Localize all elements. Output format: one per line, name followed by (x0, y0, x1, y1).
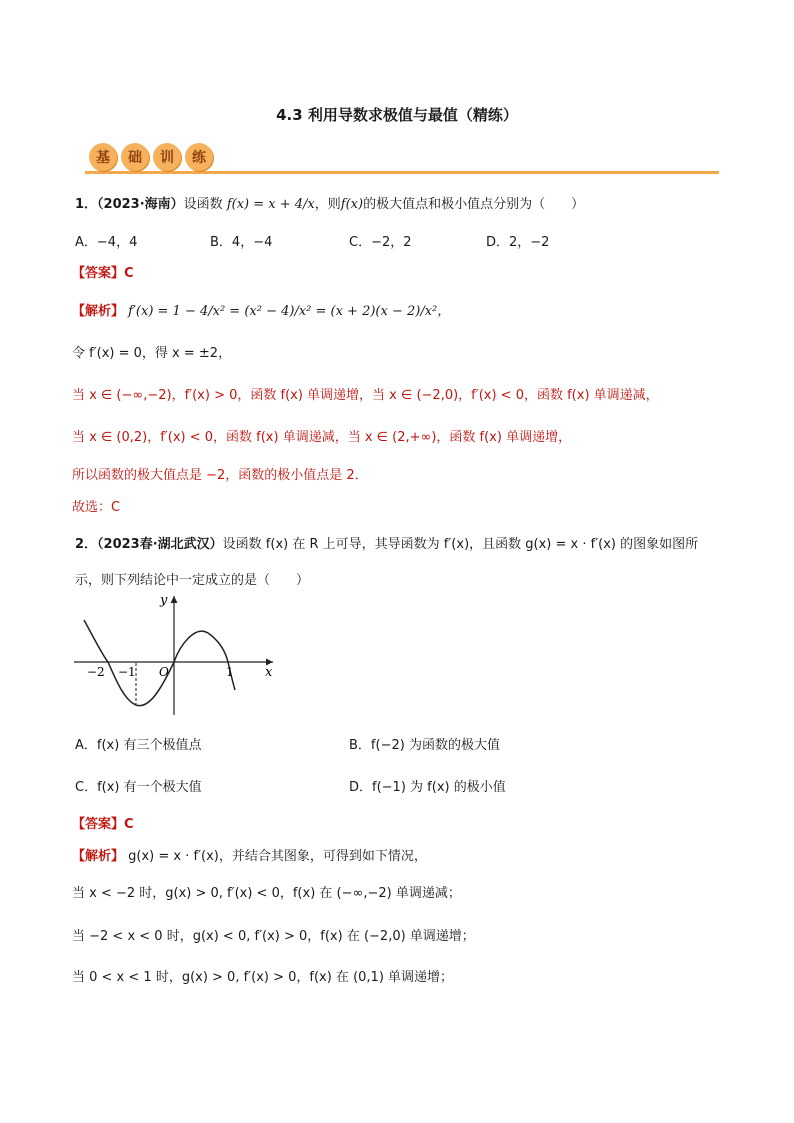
q1-stem (75, 193, 584, 212)
option-text: f(x) 有一个极大值 (97, 780, 202, 795)
option-letter: A． (75, 738, 97, 753)
q1-option-c (349, 231, 412, 250)
tick-1: 1 (226, 665, 234, 679)
q1-analysis-3: 当 x ∈ (−∞,−2)，f′(x) > 0，函数 f(x) 单调递增，当 x ∈ (−2,0)，f′(x) < 0，函数 f(x) 单调递减， (72, 388, 659, 403)
analysis-label: 【解析】 (72, 849, 125, 864)
option-letter: C． (75, 780, 98, 795)
analysis-label: 【解析】 (72, 304, 125, 319)
q1-analysis-5: 所以函数的极大值点是 −2，函数的极小值点是 2． (72, 468, 368, 483)
q2-analysis-2: 当 x < −2 时，g(x) > 0, f′(x) < 0，f(x) 在 (−∞,−2) 单调递减； (72, 886, 461, 901)
option-letter: D． (486, 235, 510, 250)
q2-option-c (75, 776, 202, 795)
option-text: f(−2) 为函数的极大值 (370, 738, 500, 753)
q1-fx: f(x) (340, 197, 364, 212)
section-char-1: 基 (89, 143, 117, 171)
q1-analysis-2: 令 f′(x) = 0，得 x = ±2， (72, 346, 232, 361)
option-text: −4，4 (96, 235, 138, 250)
q1-source: （2023·海南） (97, 197, 184, 212)
y-axis-label: y (160, 593, 168, 608)
analysis-text: f′(x) = 1 − 4/x² = (x² − 4)/x² = (x + 2)(x − 2)/x²， (128, 304, 451, 319)
q1-option-d (486, 231, 549, 250)
q1-analysis-1 (72, 300, 450, 319)
q1-analysis-6: 故选：C (72, 500, 121, 515)
q1-option-b (210, 231, 272, 250)
option-text: 4，−4 (231, 235, 273, 250)
page-title: 4.3 利用导数求极值与最值（精练） (276, 106, 518, 124)
q1-option-a (75, 231, 137, 250)
q2-stem-line1 (75, 533, 698, 552)
q1-answer (72, 262, 134, 281)
q1-number: 1． (75, 197, 98, 212)
q2-source: （2023春·湖北武汉） (97, 537, 223, 552)
q2-stem-line2: 示，则下列结论中一定成立的是（ ） (75, 573, 310, 588)
q2-analysis-3: 当 −2 < x < 0 时，g(x) < 0, f′(x) > 0，f(x) 在 (−2,0) 单调递增； (72, 929, 475, 944)
option-letter: B． (349, 738, 371, 753)
origin-label: O (159, 665, 169, 679)
q1-analysis-4: 当 x ∈ (0,2)，f′(x) < 0，函数 f(x) 单调递减，当 x ∈ (2,+∞)，函数 f(x) 单调递增， (72, 430, 572, 445)
option-text: f(x) 有三个极值点 (96, 738, 202, 753)
tick-neg2: −2 (87, 665, 105, 679)
g-curve (84, 620, 235, 706)
q2-number: 2． (75, 537, 98, 552)
answer-label: 【答案】 (72, 266, 125, 281)
q2-graph (70, 590, 280, 720)
q2-option-d (349, 776, 506, 795)
analysis-text: g(x) = x · f′(x)，并结合其图象，可得到如下情况， (128, 849, 427, 864)
option-letter: D． (349, 780, 373, 795)
q2-option-a (75, 734, 201, 753)
option-letter: A． (75, 235, 97, 250)
option-letter: B． (210, 235, 232, 250)
q1-stem-c: 的极大值点和极小值点分别为（ ） (363, 197, 585, 212)
q1-stem-a: 设函数 (183, 197, 223, 212)
q1-stem-b: ，则 (314, 197, 341, 212)
q2-answer (72, 813, 134, 832)
section-char-3: 训 (153, 143, 181, 171)
answer-value: C (124, 817, 134, 832)
q1-formula: f(x) = x + 4/x (226, 197, 315, 212)
q2-analysis-4: 当 0 < x < 1 时，g(x) > 0, f′(x) > 0，f(x) 在 (0,1) 单调递增； (72, 970, 454, 985)
answer-value: C (124, 266, 134, 281)
option-letter: C． (349, 235, 372, 250)
section-header (85, 141, 719, 175)
tick-neg1: −1 (118, 665, 136, 679)
x-axis-label: x (265, 665, 273, 680)
q2-analysis-1 (72, 845, 427, 864)
section-divider (85, 171, 719, 174)
section-char-2: 础 (121, 143, 149, 171)
option-text: f(−1) 为 f(x) 的极小值 (372, 780, 506, 795)
option-text: 2，−2 (509, 235, 550, 250)
answer-label: 【答案】 (72, 817, 125, 832)
section-char-4: 练 (185, 143, 213, 171)
q2-stem-text: 设函数 f(x) 在 R 上可导，其导函数为 f′(x)，且函数 g(x) = x · f′(x) 的图象如图所 (222, 537, 699, 552)
option-text: −2，2 (371, 235, 412, 250)
y-axis-arrow (171, 596, 178, 603)
q2-option-b (349, 734, 500, 753)
